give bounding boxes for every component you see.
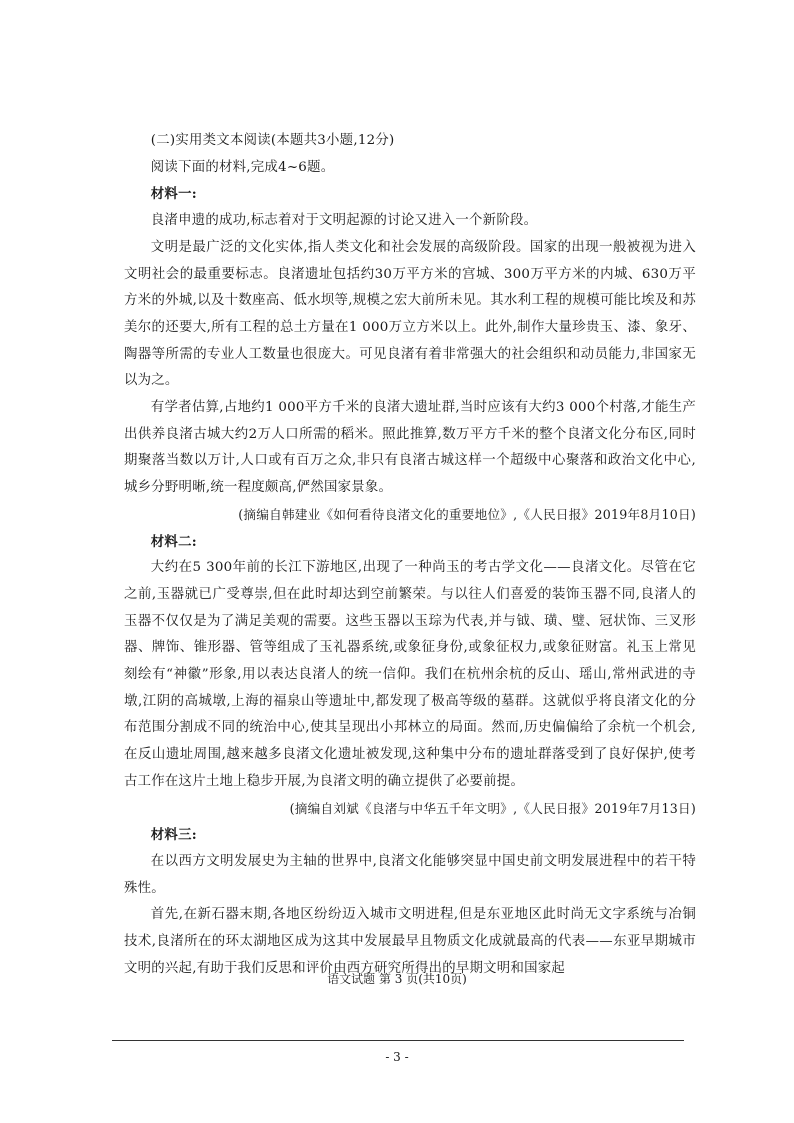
material2-paragraph: 大约在5 300年前的长江下游地区,出现了一种尚玉的考古学文化——良渚文化。尽管在它之前,玉器就已广受尊崇,但在此时却达到空前繁荣。与以往人们喜爱的装饰玉器不同,良渚人的玉器不仅仅是为了满足美观的需要。这些玉器以玉琮为代表,并与钺、璜、璧、冠状饰、三叉形器、牌饰、锥形器、管等组成了玉礼器系统,或象征身份,或象征权力,或象征财富。礼玉上常见刻绘有“神徽”形象,用以表达良渚人的统一信仰。我们在杭州余杭的反山、瑶山,常州武进的寺墩,江阴的高城墩,上海的福泉山等遗址中,都发现了极高等级的墓群。这就似乎将良渚文化的分布范围分割成不同的统治中心,使其呈现出小邦林立的局面。然而,历史偏偏给了余杭一个机会,在反山遗址周围,越来越多良渚文化遗址被发现,这种集中分布的遗址群落受到了良好保护,使考古工作在这片土地上稳步开展,为良渚文明的确立提供了必要前提。 [124, 560, 696, 789]
material3-paragraph: 首先,在新石器末期,各地区纷纷迈入城市文明进程,但是东亚地区此时尚无文字系统与冶铜技术,良渚所在的环太湖地区成为这其中发展最早且物质文化成就最高的代表——东亚早期城市文明的兴起,有助于我们反思和评价由西方研究所得出的早期文明和国家起 [124, 907, 696, 976]
instruction: 阅读下面的材料,完成4~6题。 [150, 159, 335, 175]
material3-paragraph: 在以西方文明发展史为主轴的世界中,良渚文化能够突显中国史前文明发展进程中的若干特殊性。 [124, 853, 696, 896]
footer-divider [112, 1040, 684, 1041]
material1-heading: 材料一: [150, 186, 197, 203]
material1-paragraph: 文明是最广泛的文化实体,指人类文化和社会发展的高级阶段。国家的出现一般被视为进入文明社会的最重要标志。良渚遗址包括约30万平方米的宫城、300万平方米的内城、630万平方米的外城,以及十数座高、低水坝等,规模之宏大前所未见。其水利工程的规模可能比埃及和苏美尔的还要大,所有工程的总土方量在1 000万立方米以上。此外,制作大量珍贵玉、漆、象牙、陶器等所需的专业人工数量也很庞大。可见良渚有着非常强大的社会组织和动员能力,非国家无以为之。 [124, 239, 696, 389]
material2-heading: 材料二: [150, 533, 197, 550]
page-number: - 3 - [385, 1050, 409, 1064]
material1-source: (摘编自韩建业《如何看待良渚文化的重要地位》,《人民日报》2019年8月10日) [238, 506, 696, 522]
section-title: (二)实用类文本阅读(本题共3小题,12分) [150, 133, 395, 148]
reading-passage [124, 128, 696, 983]
material3-heading: 材料三: [150, 827, 197, 844]
material2-source: (摘编自刘斌《良渚与中华五千年文明》,《人民日报》2019年7月13日) [289, 800, 696, 816]
footer-page-info: 语文试题 第 3 页(共10页) [327, 972, 467, 986]
material1-paragraph: 良渚申遗的成功,标志着对于文明起源的讨论又进入一个新阶段。 [150, 213, 538, 229]
material1-paragraph: 有学者估算,占地约1 000平方千米的良渚大遗址群,当时应该有大约3 000个村落,才能生产出供养良渚古城大约2万人口所需的稻米。照此推算,数万平方千米的整个良渚文化分布区,同时期聚落当数以万计,人口或有百万之众,非只有良渚古城这样一个超级中心聚落和政治文化中心,城乡分野明晰,统一程度颇高,俨然国家景象。 [124, 400, 696, 496]
